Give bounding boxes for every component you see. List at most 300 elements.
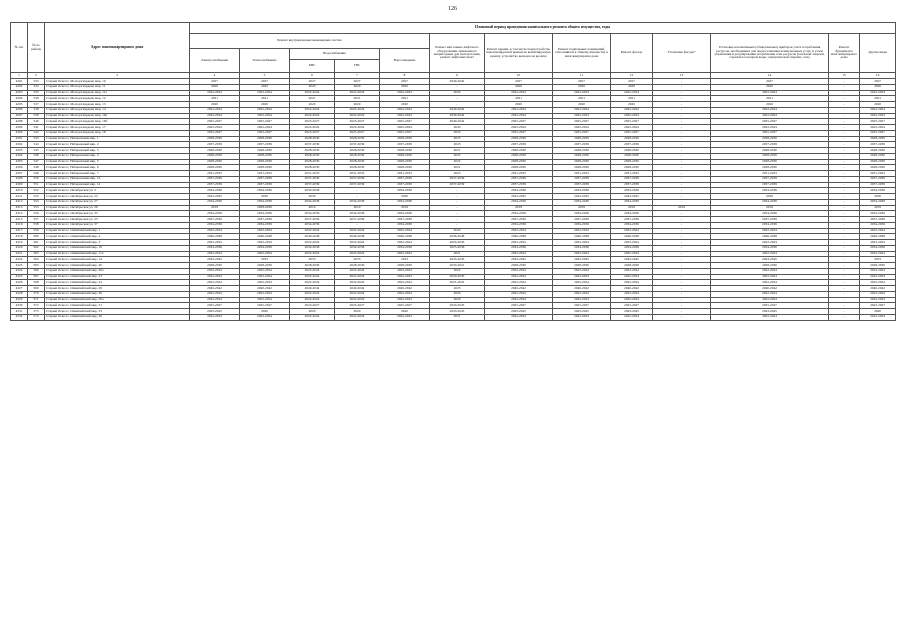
- row-period-cell: 2037-2039: [485, 217, 553, 223]
- row-period-cell: 2037-2039: [553, 217, 611, 223]
- row-period-cell: 2025-2027: [485, 119, 553, 125]
- row-period-cell: -: [653, 136, 711, 142]
- row-period-cell: -: [653, 263, 711, 269]
- row-period-cell: 2022-2024: [553, 113, 611, 119]
- row-period-cell: 2028-2030: [240, 136, 290, 142]
- row-number: 4325: [11, 274, 28, 280]
- row-period-cell: -: [653, 113, 711, 119]
- row-period-cell: 2022-2024: [611, 251, 653, 257]
- row-period-cell: 2022-2024: [190, 125, 240, 131]
- row-period-cell: 2022-2024: [611, 291, 653, 297]
- column-index: 5: [240, 73, 290, 79]
- row-period-cell: 2028-2030: [611, 153, 653, 159]
- row-period-cell: 2022-2024: [860, 90, 896, 96]
- row-period-cell: 2046-2048: [380, 234, 430, 240]
- row-period-cell: 2037-2039: [860, 142, 896, 148]
- row-period-cell: 2027: [553, 79, 611, 85]
- row-period-cell: 2025-2027: [611, 119, 653, 125]
- row-period-cell: 2022-2024: [860, 280, 896, 286]
- col-header-basement: Ремонт подвальных помещений, относящихся к общему имуществу в многоквартирном доме: [553, 34, 611, 73]
- row-period-cell: -: [829, 263, 860, 269]
- row-district-number: 539: [28, 113, 45, 119]
- row-period-cell: 2034-2036: [290, 245, 335, 251]
- row-period-cell: 2022-2024: [711, 314, 829, 320]
- row-period-cell: -: [653, 199, 711, 205]
- row-period-cell: 2037-2039: [190, 217, 240, 223]
- row-period-cell: 2037-2039: [240, 176, 290, 182]
- row-period-cell: 2022-2024: [611, 280, 653, 286]
- row-period-cell: -: [653, 176, 711, 182]
- row-number: 4291: [11, 79, 28, 85]
- row-period-cell: 2028-2030: [553, 153, 611, 159]
- row-period-cell: -: [829, 130, 860, 136]
- row-period-cell: 2046-2048: [290, 234, 335, 240]
- row-period-cell: 2040-2042: [485, 286, 553, 292]
- row-period-cell: 2021: [430, 251, 485, 257]
- row-period-cell: 2034-2036: [380, 199, 430, 205]
- row-period-cell: 2040-2042: [553, 286, 611, 292]
- row-period-cell: 2028-2030: [380, 263, 430, 269]
- row-period-cell: -: [829, 309, 860, 315]
- row-period-cell: -: [653, 228, 711, 234]
- row-address: Старый Оскол г, Молодогвардеец мкр, 16а: [45, 113, 190, 119]
- row-period-cell: -: [829, 268, 860, 274]
- row-period-cell: 2027: [611, 79, 653, 85]
- row-district-number: 564: [28, 257, 45, 263]
- row-period-cell: 2040-2042: [240, 286, 290, 292]
- row-number: 4307: [11, 171, 28, 177]
- row-period-cell: -: [653, 286, 711, 292]
- row-period-cell: 2022-2024: [290, 268, 335, 274]
- row-period-cell: 2040-2042: [380, 286, 430, 292]
- row-period-cell: 2037-2039: [611, 217, 653, 223]
- row-period-cell: -: [653, 280, 711, 286]
- row-number: 4301: [11, 136, 28, 142]
- row-district-number: 545: [28, 148, 45, 154]
- col-header-address: Адрес многоквартирного дома: [45, 23, 190, 73]
- row-period-cell: 2028-2030: [380, 136, 430, 142]
- row-period-cell: 2022-2024: [611, 268, 653, 274]
- row-period-cell: -: [829, 228, 860, 234]
- row-period-cell: 2022-2024: [190, 314, 240, 320]
- row-period-cell: 2028-2030: [240, 263, 290, 269]
- row-period-cell: 2022-2024: [290, 240, 335, 246]
- row-period-cell: 2040-2042: [611, 286, 653, 292]
- row-period-cell: 2022-2024: [553, 291, 611, 297]
- row-address: Старый Оскол г, Молодогвардеец мкр, 17: [45, 125, 190, 131]
- row-period-cell: -: [653, 309, 711, 315]
- row-period-cell: 2022-2024: [190, 274, 240, 280]
- row-district-number: 540: [28, 119, 45, 125]
- row-period-cell: 2022-2024: [335, 268, 380, 274]
- row-period-cell: 2037-2039: [290, 217, 335, 223]
- row-period-cell: 2019: [335, 205, 380, 211]
- row-period-cell: 2022-2024: [240, 314, 290, 320]
- row-district-number: 573: [28, 309, 45, 315]
- row-period-cell: 2020: [611, 84, 653, 90]
- row-period-cell: 2046-2048: [553, 234, 611, 240]
- row-period-cell: 2019: [653, 205, 711, 211]
- row-period-cell: 2028-2030: [611, 148, 653, 154]
- row-period-cell: 2021: [430, 314, 485, 320]
- row-number: 4318: [11, 234, 28, 240]
- row-period-cell: 2020: [380, 84, 430, 90]
- row-period-cell: -: [653, 222, 711, 228]
- row-address: Старый Оскол г, Молодогвардеец мкр, 11: [45, 84, 190, 90]
- column-index: 15: [829, 73, 860, 79]
- row-number: 4303: [11, 148, 28, 154]
- row-period-cell: -: [829, 199, 860, 205]
- row-period-cell: -: [653, 291, 711, 297]
- row-address: Старый Оскол г, Набережный мкр, 12: [45, 176, 190, 182]
- row-period-cell: 2022-2024: [611, 113, 653, 119]
- row-period-cell: 2037-2039: [290, 142, 335, 148]
- row-period-cell: 2025-2027: [380, 303, 430, 309]
- row-number: 4330: [11, 303, 28, 309]
- row-period-cell: 2022-2024: [485, 297, 553, 303]
- row-period-cell: 2022-2024: [190, 251, 240, 257]
- row-address: Старый Оскол г, Олимпийский мкр, 10: [45, 245, 190, 251]
- row-period-cell: 2030: [860, 194, 896, 200]
- row-address: Старый Оскол г, Молодогвардеец мкр, 14: [45, 107, 190, 113]
- row-address: Старый Оскол г, Набережный мкр, 14: [45, 182, 190, 188]
- row-period-cell: 2022-2024: [335, 90, 380, 96]
- row-period-cell: -: [829, 222, 860, 228]
- row-period-cell: 2022-2024: [240, 228, 290, 234]
- row-period-cell: 2043-2045: [711, 257, 829, 263]
- row-district-number: 546: [28, 153, 45, 159]
- row-number: 4321: [11, 251, 28, 257]
- row-period-cell: 2022-2024: [553, 297, 611, 303]
- row-period-cell: 2028-2030: [485, 159, 553, 165]
- column-index: 8: [380, 73, 430, 79]
- row-period-cell: 2033: [860, 257, 896, 263]
- col-header-water: Водоснабжение: [290, 49, 380, 60]
- row-address: Старый Оскол г, Олимпийский мкр, 30: [45, 291, 190, 297]
- col-header-heat: Теплоснабжение: [240, 49, 290, 73]
- row-period-cell: 2028-2030: [335, 153, 380, 159]
- row-period-cell: 2022-2024: [711, 251, 829, 257]
- row-period-cell: 2028-2030: [190, 159, 240, 165]
- row-number: 4315: [11, 217, 28, 223]
- row-number: 4309: [11, 182, 28, 188]
- column-index: 3: [45, 73, 190, 79]
- row-address: Старый Оскол г, Набережный мкр, 1: [45, 136, 190, 142]
- row-period-cell: -: [653, 257, 711, 263]
- row-period-cell: 2028-2030: [335, 136, 380, 142]
- row-district-number: 549: [28, 171, 45, 177]
- row-period-cell: 2020: [290, 102, 335, 108]
- row-period-cell: 2025-2027: [860, 130, 896, 136]
- column-index: 14: [711, 73, 829, 79]
- row-period-cell: 2034-2036: [860, 188, 896, 194]
- row-number: 4313: [11, 205, 28, 211]
- row-period-cell: 2020: [860, 84, 896, 90]
- row-period-cell: -: [829, 286, 860, 292]
- row-period-cell: 2025-2027: [553, 303, 611, 309]
- row-number: 4310: [11, 188, 28, 194]
- row-period-cell: 2034-2036: [711, 188, 829, 194]
- row-district-number: 537: [28, 102, 45, 108]
- row-period-cell: 2022-2024: [335, 240, 380, 246]
- row-period-cell: 2028-2030: [240, 148, 290, 154]
- column-index: 6: [290, 73, 335, 79]
- row-period-cell: 2021: [380, 96, 430, 102]
- row-period-cell: 2034-2036: [190, 245, 240, 251]
- row-period-cell: 2037-2039: [290, 176, 335, 182]
- row-period-cell: 2023: [430, 136, 485, 142]
- row-period-cell: 2031-2033: [240, 171, 290, 177]
- column-index: 4: [190, 73, 240, 79]
- row-district-number: 543: [28, 136, 45, 142]
- row-period-cell: 2034-2036: [190, 188, 240, 194]
- row-number: 4322: [11, 257, 28, 263]
- row-period-cell: 2022-2024: [380, 291, 430, 297]
- row-period-cell: 2022-2024: [190, 291, 240, 297]
- row-number: 4319: [11, 240, 28, 246]
- row-period-cell: 2022-2024: [380, 274, 430, 280]
- row-period-cell: 2022-2024: [290, 280, 335, 286]
- row-period-cell: 2022-2024: [611, 314, 653, 320]
- row-period-cell: 2027: [711, 79, 829, 85]
- row-period-cell: 2037-2039: [430, 176, 485, 182]
- row-period-cell: 2022-2024: [335, 314, 380, 320]
- row-period-cell: 2040-2042: [430, 119, 485, 125]
- row-period-cell: -: [829, 90, 860, 96]
- row-period-cell: 2028-2030: [190, 153, 240, 159]
- row-period-cell: -: [829, 136, 860, 142]
- row-period-cell: 2028-2030: [290, 136, 335, 142]
- row-period-cell: 2025-2027: [335, 303, 380, 309]
- row-period-cell: 2034-2036: [380, 222, 430, 228]
- row-period-cell: -: [829, 245, 860, 251]
- row-period-cell: 2020: [380, 102, 430, 108]
- row-address: Старый Оскол г, Олимпийский мкр, 24: [45, 280, 190, 286]
- row-period-cell: 2022-2024: [335, 228, 380, 234]
- row-period-cell: 2019: [711, 205, 829, 211]
- row-period-cell: 2040-2042: [290, 286, 335, 292]
- row-period-cell: 2030: [240, 194, 290, 200]
- row-period-cell: 2022-2024: [711, 297, 829, 303]
- row-period-cell: 2019: [290, 205, 335, 211]
- col-header-roof: Ремонт крыши, в том числе переустройство невентилируемой крыши на вентилируемую крышу, устройство выходов на кровлю: [485, 34, 553, 73]
- row-period-cell: 2034-2036: [485, 245, 553, 251]
- row-period-cell: 2022-2024: [611, 90, 653, 96]
- row-period-cell: 2025-2036: [430, 245, 485, 251]
- row-period-cell: 2028-2030: [380, 165, 430, 171]
- row-period-cell: 2027: [240, 79, 290, 85]
- row-period-cell: 2034-2036: [860, 222, 896, 228]
- row-period-cell: 2022-2024: [290, 107, 335, 113]
- row-period-cell: 2020-2045: [430, 303, 485, 309]
- row-period-cell: -: [653, 90, 711, 96]
- row-period-cell: 2025-2027: [380, 130, 430, 136]
- row-period-cell: -: [829, 125, 860, 131]
- row-address: Старый Оскол г, Набережный мкр, 7: [45, 171, 190, 177]
- row-period-cell: 2022-2024: [335, 107, 380, 113]
- row-period-cell: 2028-2030: [290, 148, 335, 154]
- row-period-cell: 2028-2030: [860, 159, 896, 165]
- row-period-cell: 2043-2045: [611, 309, 653, 315]
- row-period-cell: -: [829, 102, 860, 108]
- row-period-cell: 2031-2033: [711, 171, 829, 177]
- row-period-cell: -: [430, 84, 485, 90]
- row-period-cell: 2028-2030: [290, 159, 335, 165]
- row-district-number: 558: [28, 222, 45, 228]
- row-period-cell: 2022-2024: [860, 291, 896, 297]
- row-period-cell: -: [430, 205, 485, 211]
- row-period-cell: -: [829, 240, 860, 246]
- row-district-number: 570: [28, 291, 45, 297]
- row-address: Старый Оскол г, Олимпийский мкр, 20: [45, 263, 190, 269]
- row-period-cell: 2019: [611, 205, 653, 211]
- row-district-number: 552: [28, 188, 45, 194]
- row-number: 4326: [11, 280, 28, 286]
- row-district-number: 566: [28, 268, 45, 274]
- row-period-cell: 2037-2039: [860, 176, 896, 182]
- column-index: 1: [11, 73, 28, 79]
- row-period-cell: 2022-2024: [860, 107, 896, 113]
- row-period-cell: 2022-2024: [335, 274, 380, 280]
- column-index: 7: [335, 73, 380, 79]
- row-period-cell: 2022-2024: [485, 125, 553, 131]
- row-period-cell: 2037-2039: [190, 182, 240, 188]
- row-period-cell: -: [430, 194, 485, 200]
- row-period-cell: 2025-2027: [240, 303, 290, 309]
- row-address: Старый Оскол г, Октябрьская ул, 29: [45, 205, 190, 211]
- row-period-cell: 2028-2030: [335, 148, 380, 154]
- row-period-cell: 2022-2024: [485, 268, 553, 274]
- row-period-cell: 2037-2039: [190, 142, 240, 148]
- row-number: 4295: [11, 102, 28, 108]
- row-period-cell: 2021: [240, 96, 290, 102]
- row-period-cell: 2037-2039: [711, 142, 829, 148]
- row-period-cell: 2034-2036: [553, 199, 611, 205]
- row-period-cell: 2020: [335, 309, 380, 315]
- row-period-cell: -: [430, 102, 485, 108]
- row-period-cell: 2046-2048: [485, 234, 553, 240]
- row-address: Старый Оскол г, Молодогвардеец мкр, 13: [45, 102, 190, 108]
- row-district-number: 548: [28, 165, 45, 171]
- row-period-cell: 2022-2024: [611, 125, 653, 131]
- row-address: Старый Оскол г, Октябрьская ул, 37: [45, 222, 190, 228]
- row-period-cell: 2028-2030: [611, 136, 653, 142]
- row-period-cell: 2034-2036: [290, 188, 335, 194]
- row-period-cell: -: [653, 153, 711, 159]
- row-period-cell: 2028-2030: [860, 136, 896, 142]
- row-period-cell: -: [653, 274, 711, 280]
- row-period-cell: 2023: [430, 171, 485, 177]
- row-number: 4314: [11, 211, 28, 217]
- row-period-cell: -: [829, 234, 860, 240]
- col-header-insulation: Утепление фасада*: [653, 34, 711, 73]
- row-period-cell: 2022-2024: [711, 280, 829, 286]
- row-period-cell: -: [430, 96, 485, 102]
- row-period-cell: 2043-2045: [190, 194, 240, 200]
- row-period-cell: 2022-2024: [290, 125, 335, 131]
- row-period-cell: 2034-2036: [380, 211, 430, 217]
- row-period-cell: 2028-2030: [240, 205, 290, 211]
- row-period-cell: 2022-2024: [711, 291, 829, 297]
- row-period-cell: 2022-2024: [485, 274, 553, 280]
- row-district-number: 555: [28, 205, 45, 211]
- row-period-cell: 2025-2027: [611, 130, 653, 136]
- row-period-cell: 2022-2024: [380, 107, 430, 113]
- row-period-cell: 2020-2045: [430, 274, 485, 280]
- row-period-cell: 2031-2033: [485, 171, 553, 177]
- row-period-cell: 2037-2039: [430, 182, 485, 188]
- row-period-cell: 2028-2030: [190, 148, 240, 154]
- row-period-cell: 2020: [240, 309, 290, 315]
- row-period-cell: 2028-2030: [711, 165, 829, 171]
- row-number: 4328: [11, 291, 28, 297]
- row-period-cell: 2022-2024: [553, 268, 611, 274]
- row-period-cell: 2022-2024: [485, 280, 553, 286]
- row-period-cell: 2028-2030: [240, 153, 290, 159]
- row-period-cell: -: [829, 153, 860, 159]
- row-period-cell: 2022-2024: [380, 113, 430, 119]
- row-period-cell: 2022-2024: [190, 280, 240, 286]
- row-period-cell: -: [653, 102, 711, 108]
- row-number: 4312: [11, 199, 28, 205]
- row-period-cell: 2037-2039: [335, 142, 380, 148]
- row-period-cell: 2027: [190, 79, 240, 85]
- row-period-cell: 2034-2036: [553, 222, 611, 228]
- row-period-cell: 2025-2027: [611, 303, 653, 309]
- row-period-cell: -: [653, 245, 711, 251]
- row-district-number: 561: [28, 240, 45, 246]
- row-period-cell: 2040-2042: [335, 286, 380, 292]
- row-period-cell: 2022-2024: [611, 297, 653, 303]
- row-period-cell: 2037-2039: [553, 176, 611, 182]
- row-district-number: 559: [28, 228, 45, 234]
- col-header-foundation: Ремонт фундамента многоквартирного дома: [829, 34, 860, 73]
- row-period-cell: 2027: [860, 79, 896, 85]
- row-period-cell: 2019: [485, 205, 553, 211]
- row-period-cell: 2043-2045: [553, 309, 611, 315]
- row-period-cell: 2028-2030: [380, 148, 430, 154]
- row-address: Старый Оскол г, Олимпийский мкр, 36: [45, 314, 190, 320]
- row-district-number: 556: [28, 211, 45, 217]
- row-period-cell: -: [653, 194, 711, 200]
- row-period-cell: 2043-2045: [611, 257, 653, 263]
- row-period-cell: 2037-2039: [711, 182, 829, 188]
- row-period-cell: 2028-2030: [190, 165, 240, 171]
- row-period-cell: -: [829, 205, 860, 211]
- col-header-drainage: Водоотведение: [380, 49, 430, 73]
- row-number: 4305: [11, 159, 28, 165]
- row-period-cell: -: [829, 291, 860, 297]
- row-period-cell: 2028-2030: [485, 165, 553, 171]
- row-period-cell: 2046-2048: [335, 234, 380, 240]
- row-period-cell: 2021: [335, 96, 380, 102]
- row-district-number: 553: [28, 194, 45, 200]
- row-period-cell: 2019: [553, 205, 611, 211]
- row-period-cell: 2025-2027: [860, 303, 896, 309]
- row-period-cell: 2034-2036: [240, 188, 290, 194]
- row-period-cell: 2022-2024: [240, 251, 290, 257]
- row-period-cell: 2028-2030: [711, 136, 829, 142]
- row-period-cell: -: [829, 79, 860, 85]
- row-period-cell: 2043-2045: [485, 257, 553, 263]
- row-period-cell: 2022-2024: [190, 297, 240, 303]
- row-period-cell: 2022-2024: [711, 228, 829, 234]
- row-period-cell: 2037-2039: [380, 142, 430, 148]
- row-period-cell: 2021: [430, 148, 485, 154]
- row-period-cell: 2034-2036: [553, 245, 611, 251]
- row-period-cell: 2031-2033: [860, 171, 896, 177]
- row-number: 4323: [11, 263, 28, 269]
